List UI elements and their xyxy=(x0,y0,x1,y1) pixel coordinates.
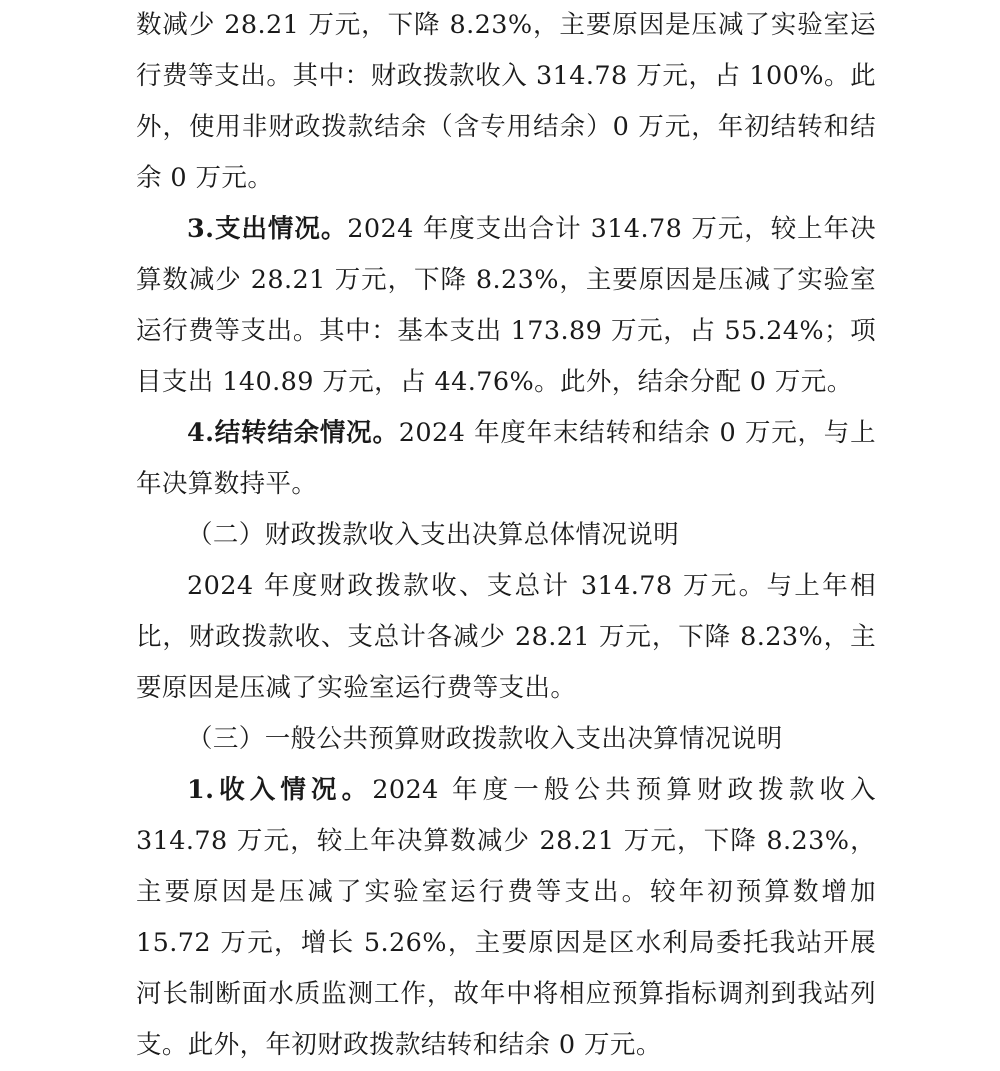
paragraph-expenditure xyxy=(136,204,876,408)
paragraph-text: 2024 年度一般公共预算财政拨款收入 314.78 万元，较上年决算数减少 28.21 万元，下降 8.23%，主要原因是压减了实验室运行费等支出。较年初预算数增加 15.72 万元，增长 5.26%，主要原因是区水利局委托我站开展河长制断面水质监测工作，故年中将相应预算指标调剂到我站列支。此外，年初财政拨款结转和结余 0 万元。 xyxy=(136,775,876,1060)
heading-text: （三）一般公共预算财政拨款收入支出决算情况说明 xyxy=(187,724,783,754)
paragraph-lead: 4.结转结余情况。 xyxy=(187,418,399,448)
paragraph-income-continued xyxy=(136,0,876,204)
heading-text: （二）财政拨款收入支出决算总体情况说明 xyxy=(187,520,680,550)
paragraph-lead: 1.收入情况。 xyxy=(187,775,373,805)
section-heading-2 xyxy=(136,510,876,561)
paragraph-text: 数减少 28.21 万元，下降 8.23%，主要原因是压减了实验室运行费等支出。其中：财政拨款收入 314.78 万元，占 100%。此外，使用非财政拨款结余（含专用结余）0 万元，年初结转和结余 0 万元。 xyxy=(136,10,876,193)
paragraph-income xyxy=(136,765,876,1071)
paragraph-text: 2024 年度支出合计 314.78 万元，较上年决算数减少 28.21 万元，下降 8.23%，主要原因是压减了实验室运行费等支出。其中：基本支出 173.89 万元，占 55.24%；项目支出 140.89 万元，占 44.76%。此外，结余分配 0 万元。 xyxy=(136,214,877,397)
document-page xyxy=(136,0,876,1071)
paragraph-text: 2024 年度年末结转和结余 0 万元，与上年决算数持平。 xyxy=(136,418,876,499)
paragraph-carryover xyxy=(136,408,876,510)
section-heading-3 xyxy=(136,714,876,765)
paragraph-section-2 xyxy=(136,561,876,714)
paragraph-lead: 3.支出情况。 xyxy=(187,214,348,244)
paragraph-text: 2024 年度财政拨款收、支总计 314.78 万元。与上年相比，财政拨款收、支总计各减少 28.21 万元，下降 8.23%，主要原因是压减了实验室运行费等支出。 xyxy=(136,571,876,703)
